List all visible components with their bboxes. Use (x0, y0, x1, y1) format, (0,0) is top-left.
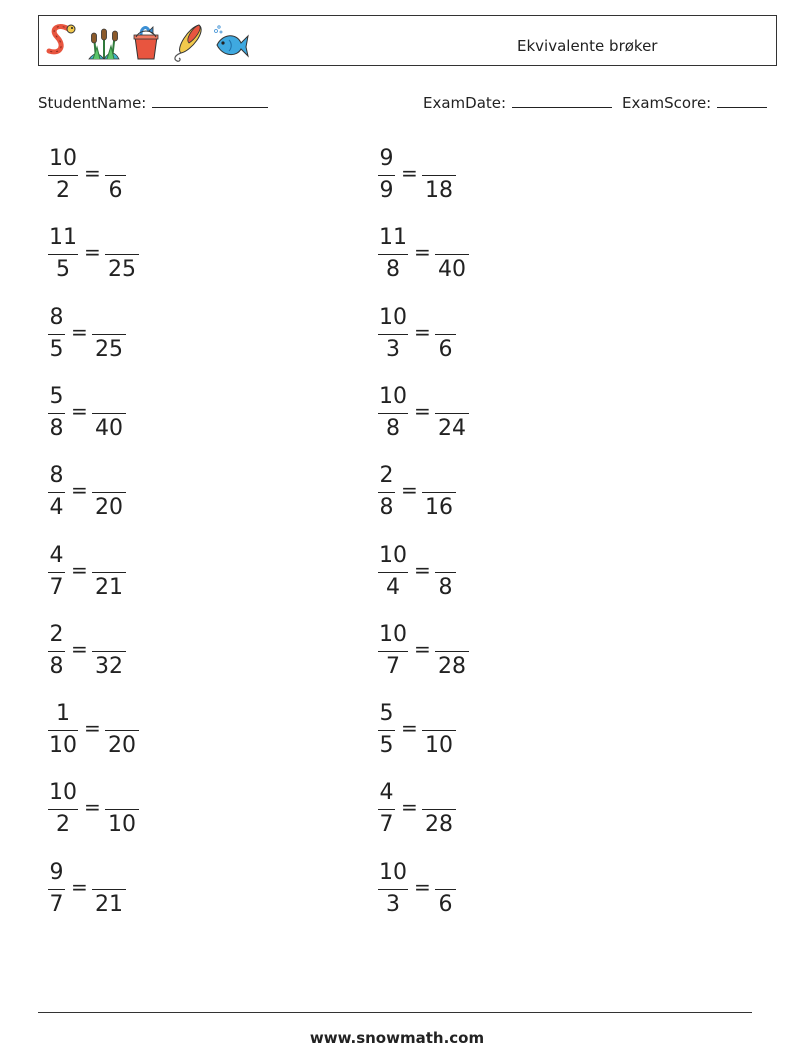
answer-fraction-denominator: 10 (425, 733, 453, 759)
answer-fraction-denominator: 32 (95, 653, 123, 679)
equals-sign: = (414, 240, 431, 265)
answer-fraction-numerator[interactable] (435, 542, 456, 570)
equals-sign: = (71, 319, 88, 344)
given-fraction (48, 383, 65, 443)
fraction-bar (378, 889, 408, 890)
answer-fraction-numerator[interactable] (92, 542, 126, 570)
given-fraction-numerator: 2 (49, 621, 64, 647)
equals-sign: = (401, 161, 418, 185)
answer-fraction-denominator: 10 (108, 812, 136, 838)
fraction-problem (378, 859, 488, 923)
equals-sign: = (414, 319, 431, 344)
given-fraction (378, 145, 395, 205)
student-name-field (38, 93, 268, 112)
given-fraction (378, 462, 395, 522)
answer-fraction-numerator[interactable] (92, 621, 126, 649)
given-fraction (48, 304, 65, 364)
given-fraction-numerator: 4 (49, 542, 64, 568)
worm-icon (43, 21, 81, 63)
given-fraction (378, 224, 408, 284)
answer-fraction-denominator: 28 (438, 653, 466, 679)
answer-fraction-numerator[interactable] (422, 700, 456, 728)
fraction-bar (422, 809, 456, 810)
answer-fraction (105, 700, 139, 760)
given-fraction (378, 542, 408, 602)
fraction-problem (48, 304, 158, 368)
fraction-problem (378, 145, 488, 209)
fraction-problem (378, 779, 488, 843)
given-fraction-denominator: 5 (379, 733, 394, 759)
given-fraction-denominator: 2 (56, 812, 70, 838)
answer-fraction-numerator[interactable] (105, 145, 126, 173)
answer-fraction (105, 779, 139, 839)
answer-fraction (422, 145, 456, 205)
answer-fraction-denominator: 24 (438, 415, 466, 441)
given-fraction (48, 542, 65, 602)
fraction-bar (48, 730, 78, 731)
fraction-problem (378, 700, 488, 764)
answer-fraction (422, 700, 456, 760)
given-fraction-numerator: 5 (49, 383, 64, 409)
cattail-plant-icon (85, 21, 123, 63)
given-fraction-denominator: 8 (386, 415, 400, 441)
given-fraction (48, 621, 65, 681)
fraction-bar (378, 651, 408, 652)
given-fraction-numerator: 9 (379, 146, 394, 171)
fraction-bar (435, 413, 469, 414)
fraction-bar (378, 413, 408, 414)
given-fraction-denominator: 5 (56, 257, 70, 283)
equals-sign: = (84, 795, 101, 820)
answer-fraction-denominator: 6 (438, 891, 453, 917)
answer-fraction-denominator: 20 (95, 495, 123, 521)
answer-fraction-denominator: 20 (108, 733, 136, 759)
fraction-problem (48, 145, 158, 209)
given-fraction-denominator: 8 (386, 257, 400, 283)
given-fraction (378, 383, 408, 443)
given-fraction-numerator: 11 (49, 225, 77, 251)
answer-fraction (92, 542, 126, 602)
fraction-problem (48, 700, 158, 764)
fraction-problem (378, 542, 488, 606)
fraction-bar (422, 492, 456, 493)
answer-fraction (105, 224, 139, 284)
answer-fraction (92, 304, 126, 364)
fraction-bar (92, 651, 126, 652)
answer-fraction-denominator: 21 (95, 891, 123, 917)
equals-sign: = (414, 398, 431, 423)
equals-sign: = (84, 240, 101, 265)
fraction-bar (378, 334, 408, 335)
given-fraction-denominator: 10 (49, 733, 77, 759)
answer-fraction (92, 383, 126, 443)
answer-fraction (92, 621, 126, 681)
given-fraction-numerator: 9 (49, 859, 64, 885)
fraction-bar (378, 809, 395, 810)
given-fraction-numerator: 10 (379, 859, 407, 885)
answer-fraction (422, 462, 456, 522)
answer-fraction-numerator[interactable] (92, 462, 126, 490)
given-fraction-denominator: 5 (49, 336, 64, 362)
given-fraction-denominator: 4 (386, 574, 400, 600)
given-fraction-denominator: 8 (49, 415, 64, 441)
given-fraction-numerator: 10 (379, 304, 407, 330)
fraction-bar (48, 651, 65, 652)
given-fraction-numerator: 11 (379, 225, 407, 251)
equals-sign: = (71, 398, 88, 423)
given-fraction-denominator: 2 (56, 178, 70, 203)
fraction-bar (105, 730, 139, 731)
exam-score-blank (717, 93, 767, 108)
given-fraction-denominator: 3 (386, 891, 400, 917)
answer-fraction-denominator: 16 (425, 495, 453, 521)
fraction-bar (435, 572, 456, 573)
exam-date-blank (512, 93, 612, 108)
answer-fraction (435, 383, 469, 443)
answer-fraction (435, 542, 456, 602)
exam-score-field (622, 93, 767, 112)
answer-fraction-denominator: 8 (438, 574, 453, 600)
footer-site: www.snowmath.com (309, 1029, 485, 1047)
given-fraction-numerator: 5 (379, 701, 394, 727)
fraction-bar (92, 572, 126, 573)
answer-fraction-denominator: 6 (108, 178, 123, 203)
given-fraction-numerator: 10 (379, 542, 407, 568)
student-name-label: StudentName: (38, 94, 147, 112)
fraction-bar (378, 492, 395, 493)
fraction-problem (48, 859, 158, 923)
given-fraction-numerator: 1 (56, 701, 70, 727)
answer-fraction-denominator: 40 (438, 257, 466, 283)
answer-fraction (435, 304, 456, 364)
fraction-problem (378, 224, 488, 288)
given-fraction-numerator: 10 (49, 780, 77, 806)
fraction-bar (378, 572, 408, 573)
answer-fraction-numerator[interactable] (92, 304, 126, 332)
given-fraction-denominator: 7 (379, 812, 394, 838)
fraction-bar (435, 889, 456, 890)
answer-fraction-numerator[interactable] (435, 621, 469, 649)
fraction-bar (435, 254, 469, 255)
fraction-bar (92, 492, 126, 493)
answer-fraction-numerator[interactable] (435, 224, 469, 252)
given-fraction-denominator: 7 (49, 574, 64, 600)
equals-sign: = (84, 161, 101, 185)
page-title: Ekvivalente brøker (517, 37, 658, 55)
answer-fraction-denominator: 25 (95, 336, 123, 362)
given-fraction (48, 462, 65, 522)
equals-sign: = (414, 557, 431, 582)
fraction-problem (48, 224, 158, 288)
given-fraction (378, 621, 408, 681)
given-fraction-denominator: 3 (386, 336, 400, 362)
equals-sign: = (414, 636, 431, 661)
fraction-bar (105, 175, 126, 176)
given-fraction-numerator: 10 (49, 146, 77, 171)
equals-sign: = (84, 716, 101, 741)
exam-date-label: ExamDate: (423, 94, 507, 112)
fraction-problem (48, 462, 158, 526)
equals-sign: = (414, 874, 431, 899)
given-fraction (378, 779, 395, 839)
fraction-bar (378, 730, 395, 731)
given-fraction-numerator: 8 (49, 463, 64, 489)
answer-fraction (435, 859, 456, 919)
given-fraction-denominator: 4 (49, 495, 64, 521)
fraction-bar (48, 334, 65, 335)
fraction-problem (48, 542, 158, 606)
fraction-problem (48, 383, 158, 447)
equals-sign: = (401, 478, 418, 503)
fraction-bar (92, 413, 126, 414)
fraction-bar (422, 730, 456, 731)
answer-fraction-denominator: 25 (108, 257, 136, 283)
fraction-problem (48, 621, 158, 685)
fraction-bar (105, 809, 139, 810)
equals-sign: = (401, 795, 418, 820)
fraction-bar (378, 254, 408, 255)
fishing-float-icon (169, 21, 207, 63)
fish-icon (211, 21, 249, 63)
answer-fraction (422, 779, 456, 839)
equals-sign: = (71, 874, 88, 899)
answer-fraction-numerator[interactable] (92, 859, 126, 887)
fraction-bar (48, 413, 65, 414)
given-fraction (48, 779, 78, 839)
given-fraction-denominator: 8 (49, 653, 64, 679)
given-fraction-denominator: 7 (49, 891, 64, 917)
fraction-problem (378, 621, 488, 685)
exam-score-label: ExamScore: (622, 94, 712, 112)
answer-fraction-numerator[interactable] (92, 383, 126, 411)
fraction-bar (105, 254, 139, 255)
answer-fraction-numerator[interactable] (422, 462, 456, 490)
answer-fraction-numerator[interactable] (105, 224, 139, 252)
given-fraction-numerator: 8 (49, 304, 64, 330)
equals-sign: = (71, 478, 88, 503)
fraction-problem (378, 304, 488, 368)
given-fraction-denominator: 8 (379, 495, 394, 521)
fraction-bar (48, 809, 78, 810)
equals-sign: = (71, 636, 88, 661)
given-fraction (48, 145, 78, 205)
answer-fraction-numerator[interactable] (422, 145, 456, 173)
given-fraction-denominator: 7 (386, 653, 400, 679)
fraction-bar (378, 175, 395, 176)
answer-fraction (92, 462, 126, 522)
fraction-problem (48, 779, 158, 843)
footer-divider (38, 1012, 752, 1013)
answer-fraction (105, 145, 126, 205)
given-fraction-numerator: 4 (379, 780, 394, 806)
given-fraction (48, 859, 65, 919)
bait-bucket-icon (127, 21, 165, 63)
fraction-bar (435, 651, 469, 652)
given-fraction (378, 859, 408, 919)
answer-fraction-numerator[interactable] (105, 700, 139, 728)
given-fraction (378, 700, 395, 760)
fraction-bar (48, 572, 65, 573)
answer-fraction-denominator: 28 (425, 812, 453, 838)
fraction-bar (48, 889, 65, 890)
answer-fraction-denominator: 18 (425, 178, 453, 203)
given-fraction-numerator: 10 (379, 383, 407, 409)
answer-fraction-numerator[interactable] (422, 779, 456, 807)
fraction-bar (48, 175, 78, 176)
fraction-bar (92, 889, 126, 890)
fraction-bar (422, 175, 456, 176)
answer-fraction (92, 859, 126, 919)
answer-fraction (435, 621, 469, 681)
answer-fraction-numerator[interactable] (435, 859, 456, 887)
fraction-bar (48, 254, 78, 255)
answer-fraction-numerator[interactable] (435, 304, 456, 332)
fraction-bar (92, 334, 126, 335)
equals-sign: = (71, 557, 88, 582)
answer-fraction-denominator: 21 (95, 574, 123, 600)
fraction-bar (435, 334, 456, 335)
exam-date-field (423, 93, 612, 112)
answer-fraction-denominator: 40 (95, 415, 123, 441)
given-fraction-denominator: 9 (379, 178, 394, 203)
given-fraction (378, 304, 408, 364)
fraction-problem (378, 462, 488, 526)
worksheet-header (38, 15, 777, 66)
given-fraction-numerator: 10 (379, 621, 407, 647)
given-fraction (48, 700, 78, 760)
fraction-problem (378, 383, 488, 447)
fraction-bar (48, 492, 65, 493)
student-name-blank (152, 93, 268, 108)
equals-sign: = (401, 716, 418, 741)
given-fraction-numerator: 2 (379, 463, 394, 489)
answer-fraction-numerator[interactable] (105, 779, 139, 807)
answer-fraction (435, 224, 469, 284)
header-icons (43, 21, 249, 63)
given-fraction (48, 224, 78, 284)
answer-fraction-denominator: 6 (438, 336, 453, 362)
answer-fraction-numerator[interactable] (435, 383, 469, 411)
